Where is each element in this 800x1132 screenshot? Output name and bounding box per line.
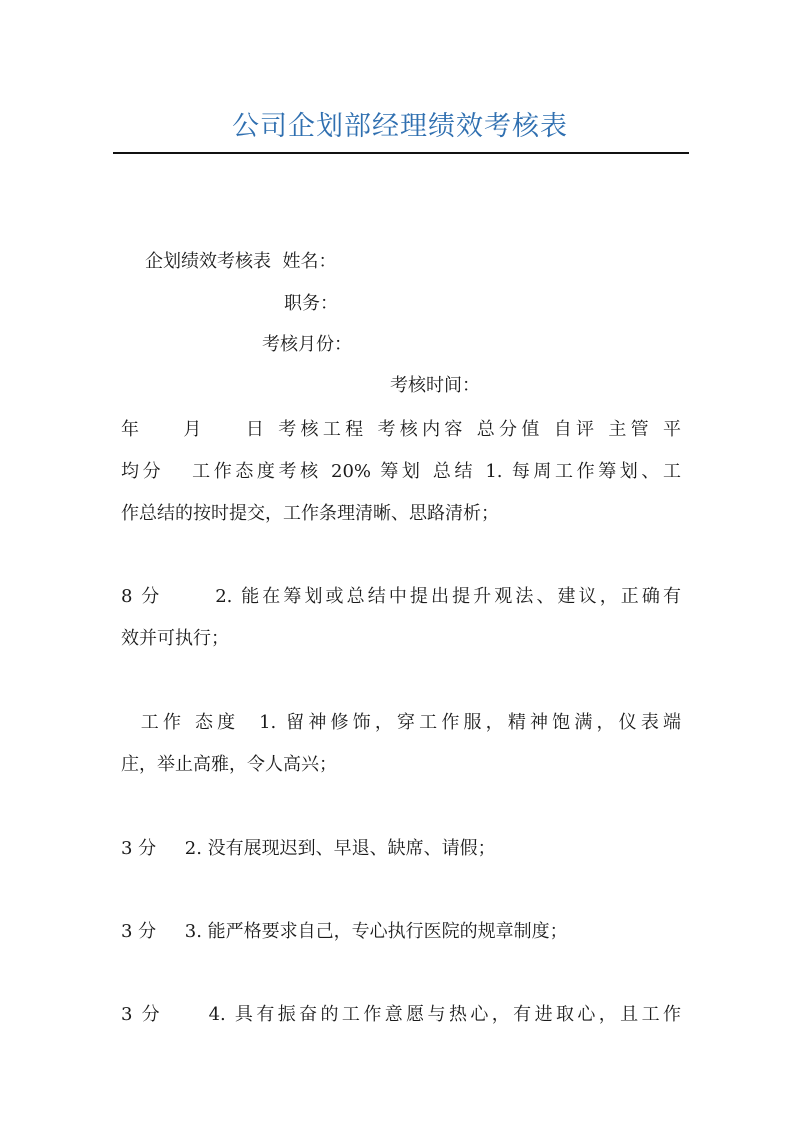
paragraph-1-line-1: 年 月 日 考核工程 考核内容 总分值 自评 主管 平: [121, 419, 681, 440]
post-field-label: 职务：: [284, 293, 338, 314]
document-title: 公司企划部经理绩效考核表: [232, 111, 568, 142]
paragraph-3-line-2: 庄，举止高雅，令人高兴；: [121, 754, 337, 775]
name-field-label: 企划绩效考核表 姓名：: [145, 251, 337, 272]
paragraph-2-line-2: 效并可执行；: [121, 628, 229, 649]
paragraph-4: 3 分 2. 没有展现迟到、早退、缺席、请假；: [121, 838, 496, 859]
paragraph-6-line-1: 3 分 4. 具有振奋的工作意愿与热心，有进取心，且工作: [121, 1004, 681, 1025]
paragraph-1-line-3: 作总结的按时提交，工作条理清晰、思路清析；: [121, 503, 499, 524]
paragraph-1-line-2: 均分 工作态度考核 20% 筹划 总结 1. 每周工作筹划、工: [121, 461, 681, 482]
time-field-label: 考核时间：: [390, 375, 480, 396]
title-underline: [113, 152, 689, 154]
paragraph-2-line-1: 8 分 2. 能在筹划或总结中提出提升观法、建议，正确有: [121, 586, 681, 607]
month-field-label: 考核月份：: [262, 334, 352, 355]
paragraph-3-line-1: 工作 态度 1. 留神修饰，穿工作服，精神饱满，仪表端: [121, 712, 681, 733]
paragraph-5: 3 分 3. 能严格要求自己，专心执行医院的规章制度；: [121, 921, 568, 942]
